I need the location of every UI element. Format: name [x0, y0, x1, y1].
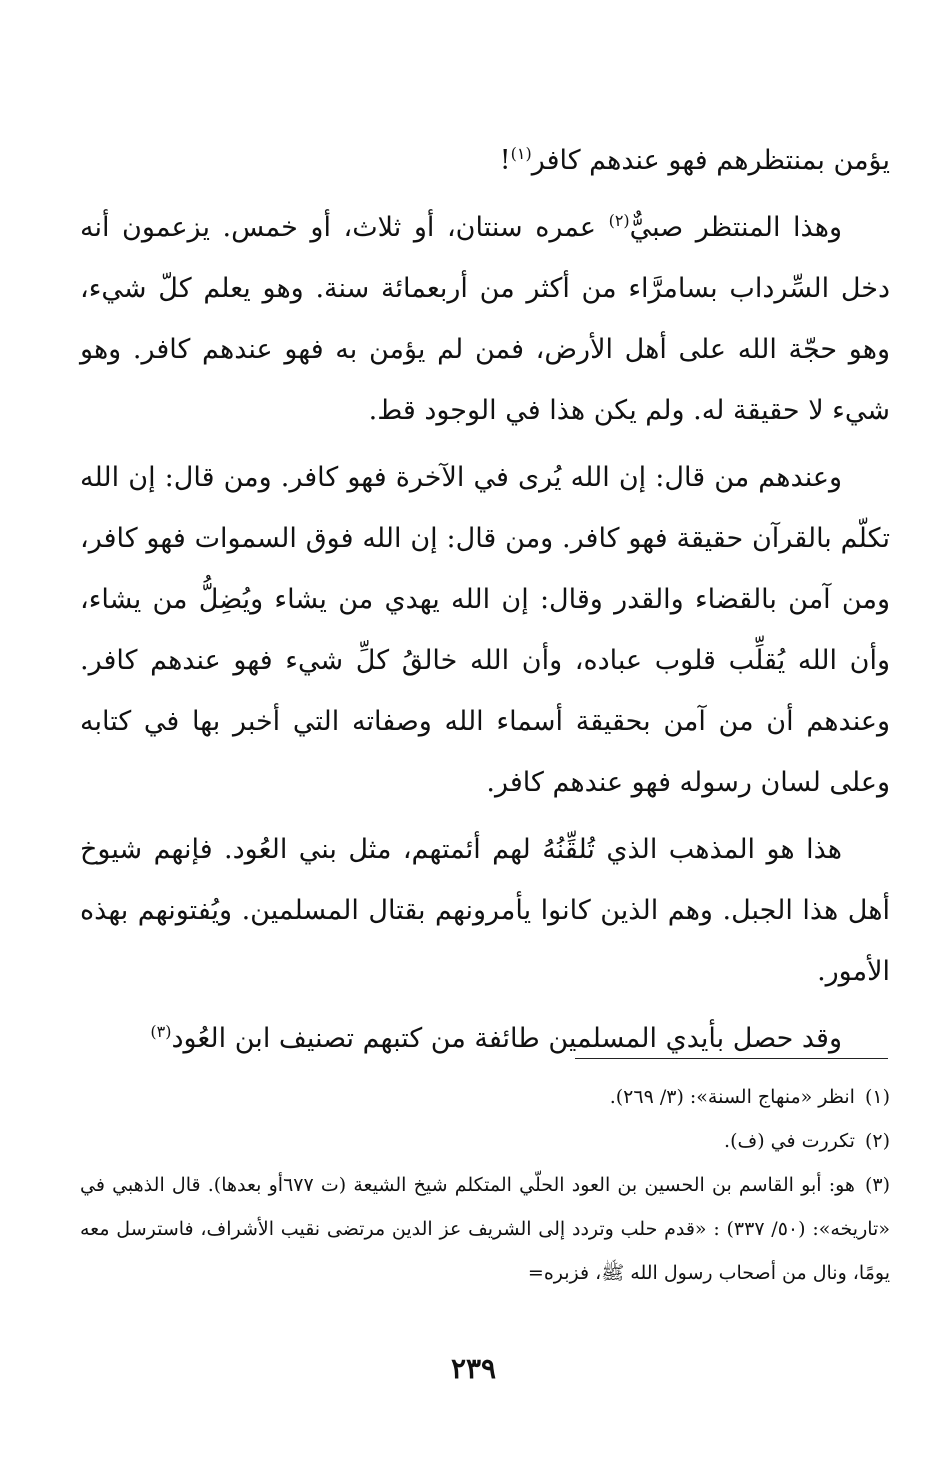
- paragraph-1-tail: !: [499, 145, 511, 176]
- paragraph-5-text: وقد حصل بأيدي المسلمين طائفة من كتبهم تصنيف ابن العُود: [171, 1023, 842, 1054]
- footnote-ref-2: (٢): [608, 211, 630, 230]
- footnote-2: [80, 1119, 890, 1163]
- footnote-3-number: (٣): [864, 1174, 890, 1196]
- paragraph-4: هذا هو المذهب الذي تُلقِّنُهُ لهم أئمتهم، مثل بني العُود. فإنهم شيوخ أهل هذا الجبل. وهم الذين كانوا يأمرونهم بقتال المسلمين. ويُفتونهم بهذه الأمور.: [80, 834, 890, 987]
- paragraph-1: [80, 130, 890, 191]
- footnote-3-text: هو: أبو القاسم بن الحسين بن العود الحلّي المتكلم شيخ الشيعة (ت ٦٧٧أو بعدها). قال الذهبي في «تاريخه»: (٥٠/ ٣٣٧) : «قدم حلب وتردد إلى الشريف عز الدين مرتضى نقيب الأشراف، فاسترسل معه يومًا، ونال من أصحاب رسول الله ﷺ، فزبره=: [80, 1174, 890, 1284]
- footnote-2-text: تكررت في (ف).: [724, 1130, 855, 1152]
- paragraph-2-start: وهذا المنتظر صبيٌّ: [629, 212, 843, 243]
- page-number: ٢٣٩: [450, 1352, 497, 1385]
- footnote-separator: [575, 1058, 888, 1059]
- paragraph-2-rest: عمره سنتان، أو ثلاث، أو خمس. يزعمون أنه دخل السِّرداب بسامرَّاء من أكثر من أربعمائة سنة. وهو يعلم كلّ شيء، وهو حجّة الله على أهل الأرض، فمن لم يؤمن به فهو عندهم كافر. وهو شيء لا حقيقة له. ولم يكن هذا في الوجود قط.: [80, 212, 890, 426]
- footnotes: [80, 1075, 890, 1295]
- footnote-ref-1: (١): [510, 144, 532, 163]
- main-text: [80, 130, 890, 1069]
- paragraph-3: وعندهم من قال: إن الله يُرى في الآخرة فهو كافر. ومن قال: إن الله تكلّم بالقرآن حقيقة فهو كافر. ومن قال: إن الله فوق السموات فهو كافر، ومن آمن بالقضاء والقدر وقال: إن الله يهدي من يشاء ويُضِلُّ من يشاء، وأن الله يُقلِّب قلوب عباده، وأن الله خالقُ كلِّ شيء فهو عندهم كافر. وعندهم أن من آمن بحقيقة أسماء الله وصفاته التي أخبر بها في كتابه وعلى لسان رسوله فهو عندهم كافر.: [80, 462, 890, 798]
- footnote-1: [80, 1075, 890, 1119]
- footnote-ref-3: (٣): [150, 1022, 172, 1041]
- paragraph-2: [80, 197, 890, 441]
- footnote-3: [80, 1163, 890, 1295]
- footnote-2-number: (٢): [864, 1130, 890, 1152]
- footnote-1-number: (١): [864, 1086, 890, 1108]
- footnote-1-text: انظر «منهاج السنة»: (٣/ ٢٦٩).: [609, 1086, 855, 1108]
- paragraph-1-text: يؤمن بمنتظرهم فهو عندهم كافر: [531, 145, 890, 176]
- paragraph-5: [80, 1008, 890, 1069]
